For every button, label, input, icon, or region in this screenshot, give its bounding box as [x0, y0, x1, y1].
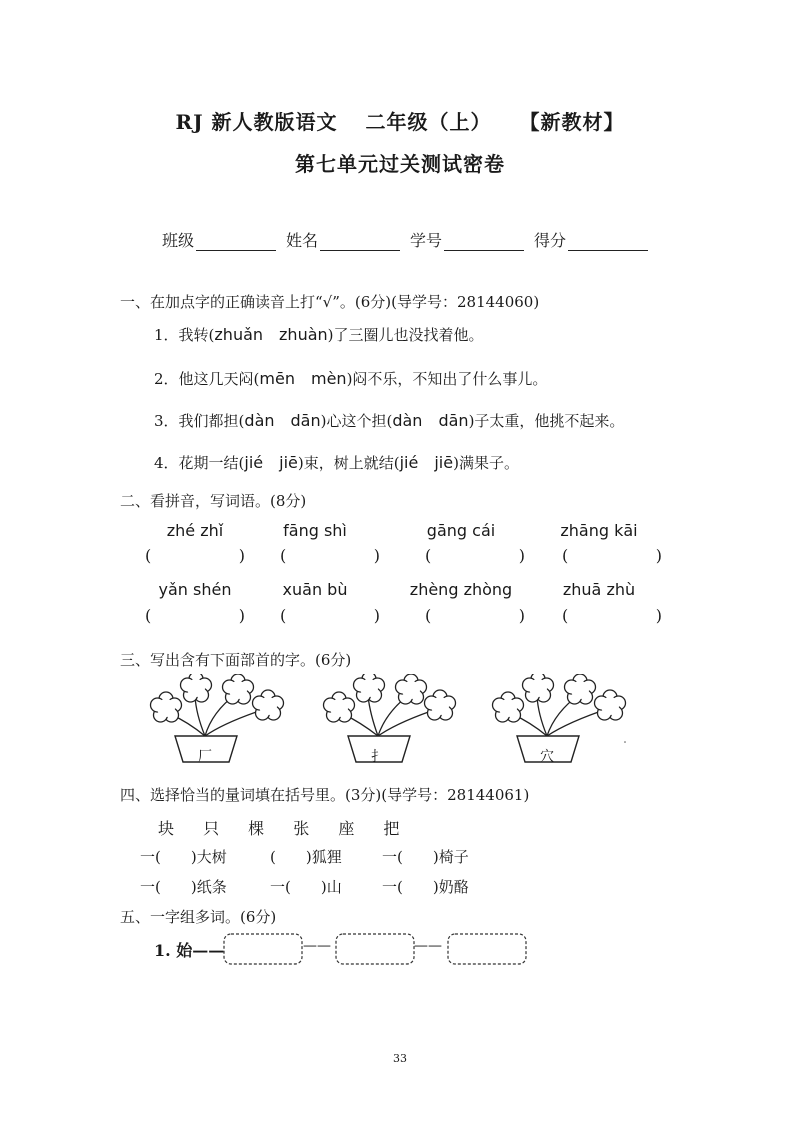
question-1-item-2: 2．他这几天闷(mēn mèn)闷不乐，不知出了什么事儿。 [154, 369, 548, 388]
flower-pot-1 [151, 674, 284, 762]
word-group-label: 1. 始—— [154, 941, 225, 960]
title-grade: 二年级（上） [365, 110, 492, 134]
pinyin-options[interactable]: mēn mèn [259, 369, 347, 388]
pinyin-word: fāng shì [283, 521, 347, 540]
info-field-name: 姓名 [286, 228, 400, 251]
question-1-heading: 一、在加点字的正确读音上打“√”。(6分)(导学号：28144060) [120, 293, 540, 311]
info-field-number: 学号 [410, 228, 524, 251]
answer-blank[interactable]: ( ) [562, 546, 662, 565]
answer-blank[interactable]: ( ) [425, 606, 525, 625]
pinyin-options[interactable]: dàn dān [244, 411, 321, 430]
name-input-line[interactable] [320, 232, 400, 251]
flower-pots-illustration [0, 674, 800, 774]
question-1-item-1: 1．我转(zhuǎn zhuàn)了三圈儿也没找着他。 [154, 325, 484, 344]
fill-blank-item[interactable]: 一( )山 [270, 878, 342, 896]
answer-cloud-3 [448, 934, 526, 964]
title-series: RJ 新人教版语文 [175, 110, 338, 134]
answer-blank[interactable]: ( ) [145, 546, 245, 565]
info-field-class: 班级 [162, 228, 276, 251]
fill-blank-item[interactable]: ( )狐狸 [270, 848, 342, 866]
fill-blank-item[interactable]: 一( )椅子 [382, 848, 469, 866]
number-input-line[interactable] [444, 232, 524, 251]
pinyin-word: gāng cái [426, 521, 496, 540]
fill-blank-item[interactable]: 一( )奶酪 [382, 878, 469, 896]
pinyin-options[interactable]: dàn dān [392, 411, 469, 430]
pinyin-options[interactable]: jié jiē [399, 453, 454, 472]
radical-3: 穴 [540, 749, 554, 765]
answer-cloud-2 [336, 934, 414, 964]
answer-cloud-1 [224, 934, 302, 964]
title-tag: 【新教材】 [519, 110, 625, 134]
pinyin-word: zhuā zhù [562, 580, 636, 599]
pinyin-word: zhèng zhòng [409, 580, 513, 599]
pinyin-word: xuān bù [282, 580, 348, 599]
info-field-score: 得分 [534, 228, 648, 251]
page-title [0, 106, 800, 135]
question-2-heading: 二、看拼音，写词语。(8分) [120, 492, 307, 510]
pinyin-options[interactable]: zhuǎn zhuàn [214, 325, 328, 344]
question-1-item-3: 3．我们都担(dàn dān)心这个担(dàn dān)子太重，他挑不起来。 [154, 411, 625, 430]
question-1-item-4: 4．花期一结(jié jiē)束，树上就结(jié jiē)满果子。 [154, 453, 519, 472]
answer-blank[interactable]: ( ) [280, 606, 380, 625]
answer-clouds [0, 930, 800, 970]
student-info-row [162, 228, 658, 251]
pinyin-word: yǎn shén [158, 580, 232, 599]
pinyin-options[interactable]: jié jiē [244, 453, 298, 472]
page-number: 33 [393, 1052, 407, 1065]
fill-blank-item[interactable]: 一( )纸条 [140, 878, 227, 896]
answer-blank[interactable]: ( ) [280, 546, 380, 565]
connector-dash: —— [303, 938, 331, 954]
answer-blank[interactable]: ( ) [562, 606, 662, 625]
flower-pot-2 [324, 674, 456, 762]
question-5-heading: 五、一字组多词。(6分) [120, 908, 277, 926]
measure-word-bank: 块 只 棵 张 座 把 [158, 819, 412, 838]
flower-pot-3 [493, 674, 626, 762]
score-input-line[interactable] [568, 232, 648, 251]
question-3-heading: 三、写出含有下面部首的字。(6分) [120, 651, 352, 669]
answer-blank[interactable]: ( ) [425, 546, 525, 565]
answer-blank[interactable]: ( ) [145, 606, 245, 625]
class-input-line[interactable] [196, 232, 276, 251]
pinyin-word: zhāng kāi [560, 521, 638, 540]
pinyin-word: zhé zhǐ [166, 521, 224, 540]
fill-blank-item[interactable]: 一( )大树 [140, 848, 227, 866]
connector-dash: —— [414, 938, 442, 954]
radical-2: 扌 [371, 749, 385, 765]
question-4-heading: 四、选择恰当的量词填在括号里。(3分)(导学号：28144061) [120, 786, 530, 804]
page-subtitle: 第七单元过关测试密卷 [295, 152, 505, 176]
radical-1: 厂 [198, 749, 212, 765]
